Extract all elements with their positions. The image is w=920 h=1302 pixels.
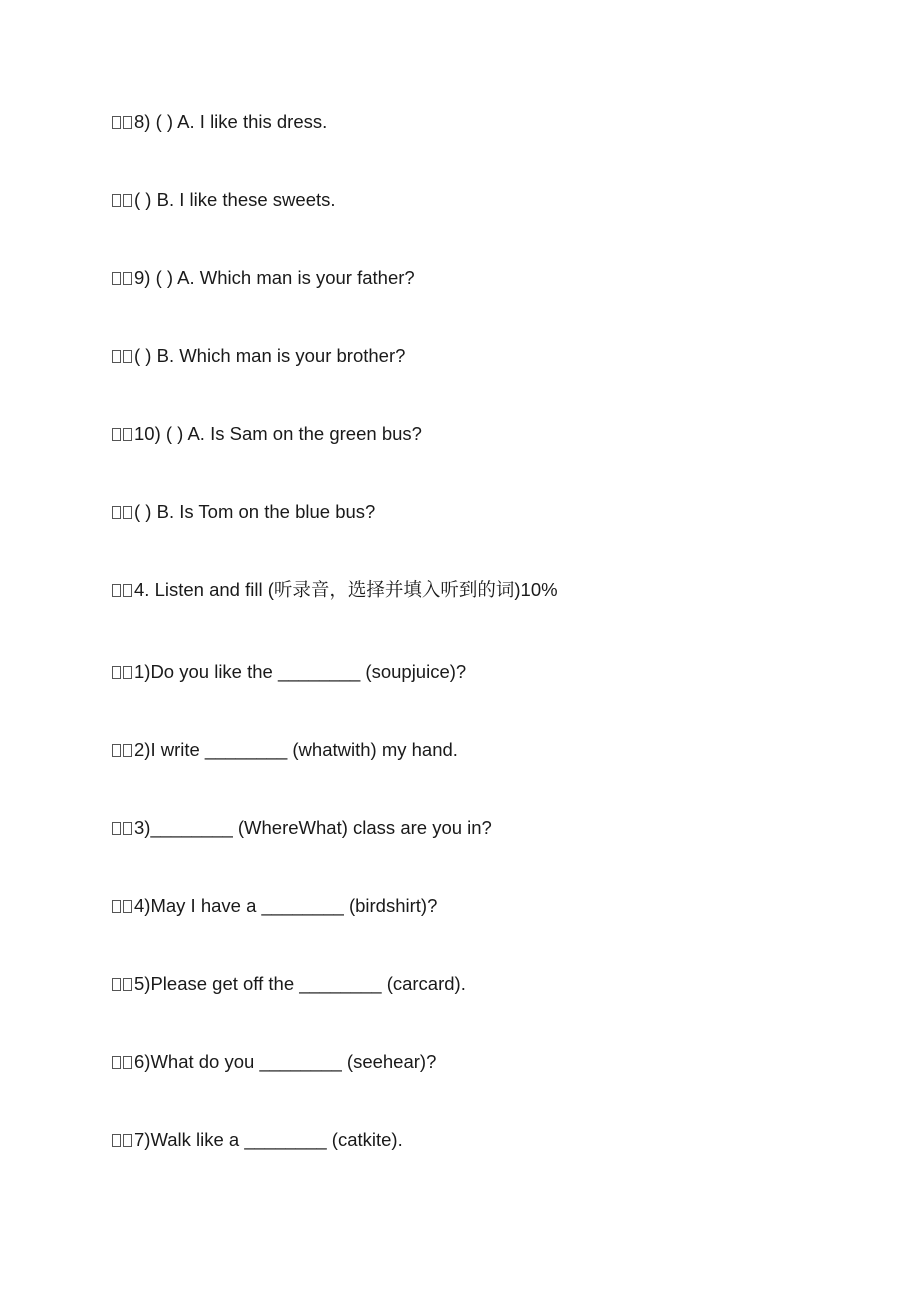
fill-item-1 xyxy=(112,659,466,685)
line-text: 6)What do you ________ (seehear)? xyxy=(134,1051,437,1072)
line-text: 3)________ (WhereWhat) class are you in? xyxy=(134,817,492,838)
question-8-option-a xyxy=(112,109,327,135)
missing-glyph-icon xyxy=(112,978,121,991)
missing-glyph-icon xyxy=(123,506,132,519)
fill-item-2 xyxy=(112,737,458,763)
question-8-option-b xyxy=(112,187,336,213)
missing-glyph-icon xyxy=(112,116,121,129)
heading-text-after: )10% xyxy=(514,579,558,600)
missing-glyph-icon xyxy=(112,666,121,679)
line-text: 1)Do you like the ________ (soupjuice)? xyxy=(134,661,467,682)
line-text: ( ) B. Which man is your brother? xyxy=(134,345,406,366)
missing-glyph-icon xyxy=(112,272,121,285)
line-text: ( ) B. Is Tom on the blue bus? xyxy=(134,501,376,522)
heading-chinese-instruction: 听录音，选择并填入听到的词 xyxy=(273,580,515,601)
missing-glyph-icon xyxy=(123,350,132,363)
question-10-option-a xyxy=(112,421,422,447)
missing-glyph-icon xyxy=(112,350,121,363)
question-9-option-b xyxy=(112,343,405,369)
missing-glyph-icon xyxy=(123,900,132,913)
missing-glyph-icon xyxy=(123,584,132,597)
fill-item-6 xyxy=(112,1049,436,1075)
missing-glyph-icon xyxy=(112,744,121,757)
missing-glyph-icon xyxy=(112,1134,121,1147)
fill-item-7 xyxy=(112,1127,403,1153)
fill-item-5 xyxy=(112,971,466,997)
missing-glyph-icon xyxy=(123,428,132,441)
missing-glyph-icon xyxy=(123,978,132,991)
missing-glyph-icon xyxy=(112,822,121,835)
heading-text-before: 4. Listen and fill ( xyxy=(134,579,274,600)
line-text: 10) ( ) A. Is Sam on the green bus? xyxy=(134,423,422,444)
missing-glyph-icon xyxy=(112,584,121,597)
missing-glyph-icon xyxy=(112,1056,121,1069)
question-10-option-b xyxy=(112,499,375,525)
missing-glyph-icon xyxy=(123,272,132,285)
missing-glyph-icon xyxy=(112,506,121,519)
fill-item-3 xyxy=(112,815,492,841)
section-4-heading xyxy=(112,577,558,603)
missing-glyph-icon xyxy=(112,900,121,913)
missing-glyph-icon xyxy=(123,116,132,129)
missing-glyph-icon xyxy=(123,1134,132,1147)
line-text: ( ) B. I like these sweets. xyxy=(134,189,336,210)
question-9-option-a xyxy=(112,265,415,291)
missing-glyph-icon xyxy=(112,428,121,441)
line-text: 9) ( ) A. Which man is your father? xyxy=(134,267,415,288)
line-text: 5)Please get off the ________ (carcard). xyxy=(134,973,466,994)
line-text: 4)May I have a ________ (birdshirt)? xyxy=(134,895,438,916)
missing-glyph-icon xyxy=(123,1056,132,1069)
line-text: 7)Walk like a ________ (catkite). xyxy=(134,1129,403,1150)
missing-glyph-icon xyxy=(123,194,132,207)
missing-glyph-icon xyxy=(112,194,121,207)
missing-glyph-icon xyxy=(123,822,132,835)
line-text: 8) ( ) A. I like this dress. xyxy=(134,111,328,132)
line-text: 2)I write ________ (whatwith) my hand. xyxy=(134,739,458,760)
missing-glyph-icon xyxy=(123,744,132,757)
fill-item-4 xyxy=(112,893,437,919)
missing-glyph-icon xyxy=(123,666,132,679)
